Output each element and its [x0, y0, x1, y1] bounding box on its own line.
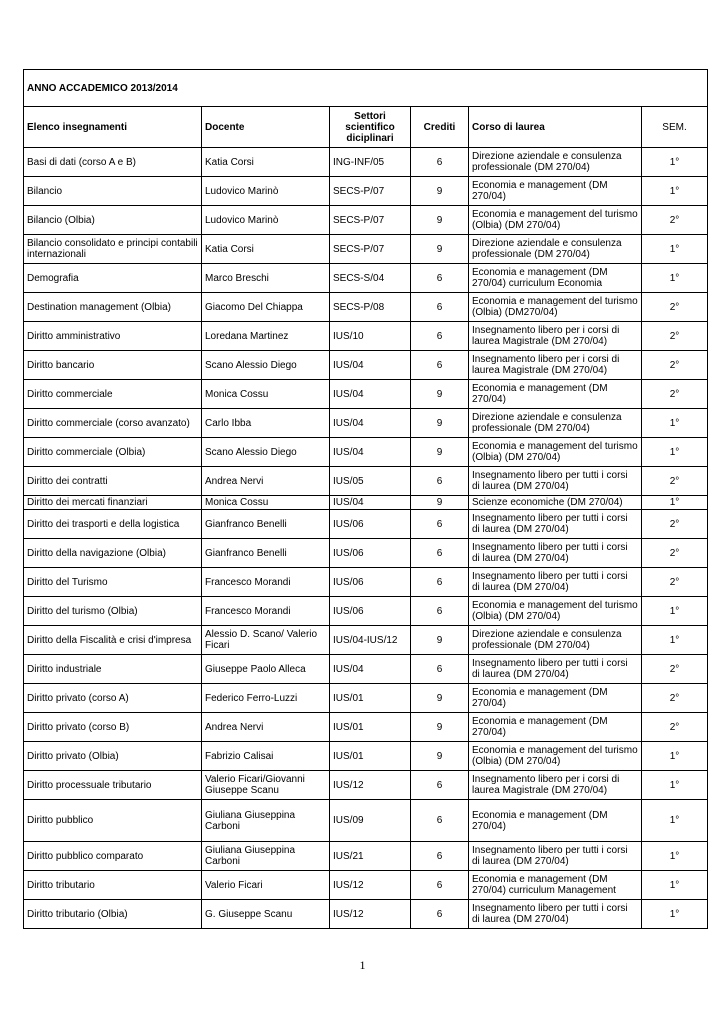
- semester: 1°: [642, 800, 708, 842]
- teacher: Carlo Ibba: [202, 409, 330, 438]
- table-row: [24, 496, 708, 510]
- credits: 6: [411, 539, 469, 568]
- degree-course: Insegnamento libero per tutti i corsi di laurea (DM 270/04): [469, 900, 642, 929]
- title-row: [24, 70, 708, 107]
- table-row: [24, 322, 708, 351]
- semester: 1°: [642, 438, 708, 467]
- credits: 9: [411, 713, 469, 742]
- degree-course: Economia e management del turismo (Olbia) (DM 270/04): [469, 742, 642, 771]
- teacher: Valerio Ficari: [202, 871, 330, 900]
- semester: 2°: [642, 293, 708, 322]
- sector: IUS/06: [330, 510, 411, 539]
- sector: SECS-S/04: [330, 264, 411, 293]
- degree-course: Economia e management del turismo (Olbia) (DM 270/04): [469, 206, 642, 235]
- semester: 2°: [642, 510, 708, 539]
- sector: IUS/12: [330, 771, 411, 800]
- semester: 2°: [642, 380, 708, 409]
- sector: IUS/06: [330, 539, 411, 568]
- table-row: [24, 409, 708, 438]
- degree-course: Insegnamento libero per i corsi di laurea Magistrale (DM 270/04): [469, 771, 642, 800]
- degree-course: Direzione aziendale e consulenza professionale (DM 270/04): [469, 148, 642, 177]
- sector: IUS/04: [330, 438, 411, 467]
- table-row: [24, 842, 708, 871]
- semester: 1°: [642, 496, 708, 510]
- header-settori: Settori scientifico diciplinari: [330, 107, 411, 148]
- credits: 6: [411, 871, 469, 900]
- sector: IUS/05: [330, 467, 411, 496]
- sector: IUS/01: [330, 742, 411, 771]
- sector: IUS/04: [330, 409, 411, 438]
- teacher: Katia Corsi: [202, 148, 330, 177]
- sector: IUS/06: [330, 597, 411, 626]
- degree-course: Direzione aziendale e consulenza professionale (DM 270/04): [469, 626, 642, 655]
- sector: IUS/12: [330, 871, 411, 900]
- table-row: [24, 438, 708, 467]
- semester: 1°: [642, 148, 708, 177]
- semester: 1°: [642, 871, 708, 900]
- credits: 9: [411, 380, 469, 409]
- credits: 9: [411, 438, 469, 467]
- credits: 9: [411, 496, 469, 510]
- degree-course: Economia e management del turismo (Olbia) (DM270/04): [469, 293, 642, 322]
- credits: 6: [411, 900, 469, 929]
- course-name: Diritto pubblico: [24, 800, 202, 842]
- sector: IUS/12: [330, 900, 411, 929]
- teacher: Monica Cossu: [202, 380, 330, 409]
- semester: 1°: [642, 771, 708, 800]
- table-row: [24, 597, 708, 626]
- degree-course: Economia e management del turismo (Olbia) (DM 270/04): [469, 438, 642, 467]
- sector: SECS-P/07: [330, 177, 411, 206]
- course-name: Diritto dei mercati finanziari: [24, 496, 202, 510]
- header-insegnamenti: Elenco insegnamenti: [24, 107, 202, 148]
- semester: 1°: [642, 742, 708, 771]
- course-name: Diritto tributario: [24, 871, 202, 900]
- degree-course: Insegnamento libero per tutti i corsi di laurea (DM 270/04): [469, 655, 642, 684]
- sector: IUS/06: [330, 568, 411, 597]
- course-name: Diritto dei contratti: [24, 467, 202, 496]
- table-row: [24, 235, 708, 264]
- course-name: Diritto privato (corso A): [24, 684, 202, 713]
- course-name: Diritto dei trasporti e della logistica: [24, 510, 202, 539]
- credits: 6: [411, 351, 469, 380]
- degree-course: Economia e management (DM 270/04): [469, 177, 642, 206]
- teacher: Federico Ferro-Luzzi: [202, 684, 330, 713]
- degree-course: Economia e management (DM 270/04): [469, 684, 642, 713]
- semester: 2°: [642, 655, 708, 684]
- course-name: Diritto commerciale (corso avanzato): [24, 409, 202, 438]
- table-row: [24, 900, 708, 929]
- table-row: [24, 264, 708, 293]
- degree-course: Economia e management (DM 270/04): [469, 713, 642, 742]
- table-row: [24, 510, 708, 539]
- sector: IUS/01: [330, 684, 411, 713]
- credits: 9: [411, 206, 469, 235]
- degree-course: Insegnamento libero per i corsi di laurea Magistrale (DM 270/04): [469, 351, 642, 380]
- semester: 1°: [642, 235, 708, 264]
- teacher: Giacomo Del Chiappa: [202, 293, 330, 322]
- degree-course: Economia e management (DM 270/04): [469, 380, 642, 409]
- sector: IUS/04: [330, 655, 411, 684]
- teacher: Marco Breschi: [202, 264, 330, 293]
- header-row: [24, 107, 708, 148]
- degree-course: Insegnamento libero per tutti i corsi di laurea (DM 270/04): [469, 842, 642, 871]
- sector: SECS-P/08: [330, 293, 411, 322]
- table-row: [24, 293, 708, 322]
- credits: 6: [411, 800, 469, 842]
- header-sem: SEM.: [642, 107, 708, 148]
- table-row: [24, 713, 708, 742]
- table-row: [24, 380, 708, 409]
- degree-course: Direzione aziendale e consulenza professionale (DM 270/04): [469, 235, 642, 264]
- course-name: Diritto processuale tributario: [24, 771, 202, 800]
- teacher: Monica Cossu: [202, 496, 330, 510]
- course-name: Diritto industriale: [24, 655, 202, 684]
- teacher: Scano Alessio Diego: [202, 438, 330, 467]
- credits: 6: [411, 264, 469, 293]
- credits: 6: [411, 293, 469, 322]
- degree-course: Insegnamento libero per i corsi di laurea Magistrale (DM 270/04): [469, 322, 642, 351]
- course-name: Basi di dati (corso A e B): [24, 148, 202, 177]
- teacher: Gianfranco Benelli: [202, 510, 330, 539]
- table-row: [24, 684, 708, 713]
- teacher: Gianfranco Benelli: [202, 539, 330, 568]
- credits: 6: [411, 842, 469, 871]
- course-name: Destination management (Olbia): [24, 293, 202, 322]
- teacher: Fabrizio Calisai: [202, 742, 330, 771]
- table-row: [24, 148, 708, 177]
- course-name: Diritto privato (corso B): [24, 713, 202, 742]
- sector: IUS/01: [330, 713, 411, 742]
- degree-course: Direzione aziendale e consulenza professionale (DM 270/04): [469, 409, 642, 438]
- course-name: Bilancio consolidato e principi contabili internazionali: [24, 235, 202, 264]
- table-row: [24, 177, 708, 206]
- table-row: [24, 539, 708, 568]
- teacher: Katia Corsi: [202, 235, 330, 264]
- course-name: Diritto della navigazione (Olbia): [24, 539, 202, 568]
- teacher: Andrea Nervi: [202, 713, 330, 742]
- degree-course: Insegnamento libero per tutti i corsi di laurea (DM 270/04): [469, 539, 642, 568]
- degree-course: Insegnamento libero per tutti i corsi di laurea (DM 270/04): [469, 510, 642, 539]
- course-name: Diritto commerciale: [24, 380, 202, 409]
- semester: 1°: [642, 626, 708, 655]
- teacher: Giuliana Giuseppina Carboni: [202, 800, 330, 842]
- academic-year-title: ANNO ACCADEMICO 2013/2014: [24, 70, 708, 107]
- table-row: [24, 742, 708, 771]
- table-row: [24, 206, 708, 235]
- course-name: Diritto pubblico comparato: [24, 842, 202, 871]
- credits: 6: [411, 771, 469, 800]
- course-name: Diritto tributario (Olbia): [24, 900, 202, 929]
- sector: IUS/04: [330, 380, 411, 409]
- teacher: Giuliana Giuseppina Carboni: [202, 842, 330, 871]
- degree-course: Scienze economiche (DM 270/04): [469, 496, 642, 510]
- teacher: Francesco Morandi: [202, 597, 330, 626]
- course-name: Diritto privato (Olbia): [24, 742, 202, 771]
- degree-course: Economia e management (DM 270/04) curriculum Management: [469, 871, 642, 900]
- teacher: Scano Alessio Diego: [202, 351, 330, 380]
- sector: IUS/10: [330, 322, 411, 351]
- credits: 6: [411, 655, 469, 684]
- table-row: [24, 351, 708, 380]
- table-row: [24, 568, 708, 597]
- course-name: Diritto della Fiscalità e crisi d'impresa: [24, 626, 202, 655]
- teacher: Alessio D. Scano/ Valerio Ficari: [202, 626, 330, 655]
- semester: 1°: [642, 177, 708, 206]
- credits: 9: [411, 684, 469, 713]
- courses-table: [23, 69, 708, 929]
- header-crediti: Crediti: [411, 107, 469, 148]
- semester: 1°: [642, 264, 708, 293]
- credits: 6: [411, 148, 469, 177]
- semester: 2°: [642, 684, 708, 713]
- degree-course: Insegnamento libero per tutti i corsi di laurea (DM 270/04): [469, 467, 642, 496]
- semester: 1°: [642, 409, 708, 438]
- semester: 2°: [642, 206, 708, 235]
- semester: 1°: [642, 597, 708, 626]
- semester: 2°: [642, 322, 708, 351]
- credits: 6: [411, 322, 469, 351]
- degree-course: Economia e management (DM 270/04): [469, 800, 642, 842]
- degree-course: Insegnamento libero per tutti i corsi di laurea (DM 270/04): [469, 568, 642, 597]
- semester: 1°: [642, 900, 708, 929]
- table-row: [24, 771, 708, 800]
- semester: 2°: [642, 713, 708, 742]
- teacher: Ludovico Marinò: [202, 177, 330, 206]
- sector: ING-INF/05: [330, 148, 411, 177]
- table-row: [24, 655, 708, 684]
- credits: 9: [411, 742, 469, 771]
- course-name: Bilancio (Olbia): [24, 206, 202, 235]
- teacher: Giuseppe Paolo Alleca: [202, 655, 330, 684]
- sector: SECS-P/07: [330, 206, 411, 235]
- degree-course: Economia e management del turismo (Olbia) (DM 270/04): [469, 597, 642, 626]
- sector: IUS/04: [330, 351, 411, 380]
- credits: 9: [411, 235, 469, 264]
- sector: SECS-P/07: [330, 235, 411, 264]
- teacher: Andrea Nervi: [202, 467, 330, 496]
- credits: 6: [411, 597, 469, 626]
- header-docente: Docente: [202, 107, 330, 148]
- teacher: Loredana Martinez: [202, 322, 330, 351]
- page-number: 1: [359, 958, 366, 972]
- sector: IUS/04-IUS/12: [330, 626, 411, 655]
- table-row: [24, 800, 708, 842]
- course-name: Bilancio: [24, 177, 202, 206]
- course-name: Diritto amministrativo: [24, 322, 202, 351]
- teacher: Francesco Morandi: [202, 568, 330, 597]
- semester: 2°: [642, 467, 708, 496]
- semester: 2°: [642, 568, 708, 597]
- teacher: Valerio Ficari/Giovanni Giuseppe Scanu: [202, 771, 330, 800]
- sector: IUS/21: [330, 842, 411, 871]
- credits: 6: [411, 510, 469, 539]
- course-name: Diritto commerciale (Olbia): [24, 438, 202, 467]
- course-name: Diritto del Turismo: [24, 568, 202, 597]
- credits: 6: [411, 467, 469, 496]
- teacher: Ludovico Marinò: [202, 206, 330, 235]
- header-corso: Corso di laurea: [469, 107, 642, 148]
- sector: IUS/04: [330, 496, 411, 510]
- course-name: Demografia: [24, 264, 202, 293]
- credits: 9: [411, 626, 469, 655]
- table-row: [24, 871, 708, 900]
- table-row: [24, 467, 708, 496]
- credits: 9: [411, 409, 469, 438]
- credits: 6: [411, 568, 469, 597]
- credits: 9: [411, 177, 469, 206]
- degree-course: Economia e management (DM 270/04) curriculum Economia: [469, 264, 642, 293]
- sector: IUS/09: [330, 800, 411, 842]
- table-row: [24, 626, 708, 655]
- course-name: Diritto bancario: [24, 351, 202, 380]
- semester: 2°: [642, 351, 708, 380]
- semester: 2°: [642, 539, 708, 568]
- teacher: G. Giuseppe Scanu: [202, 900, 330, 929]
- course-name: Diritto del turismo (Olbia): [24, 597, 202, 626]
- semester: 1°: [642, 842, 708, 871]
